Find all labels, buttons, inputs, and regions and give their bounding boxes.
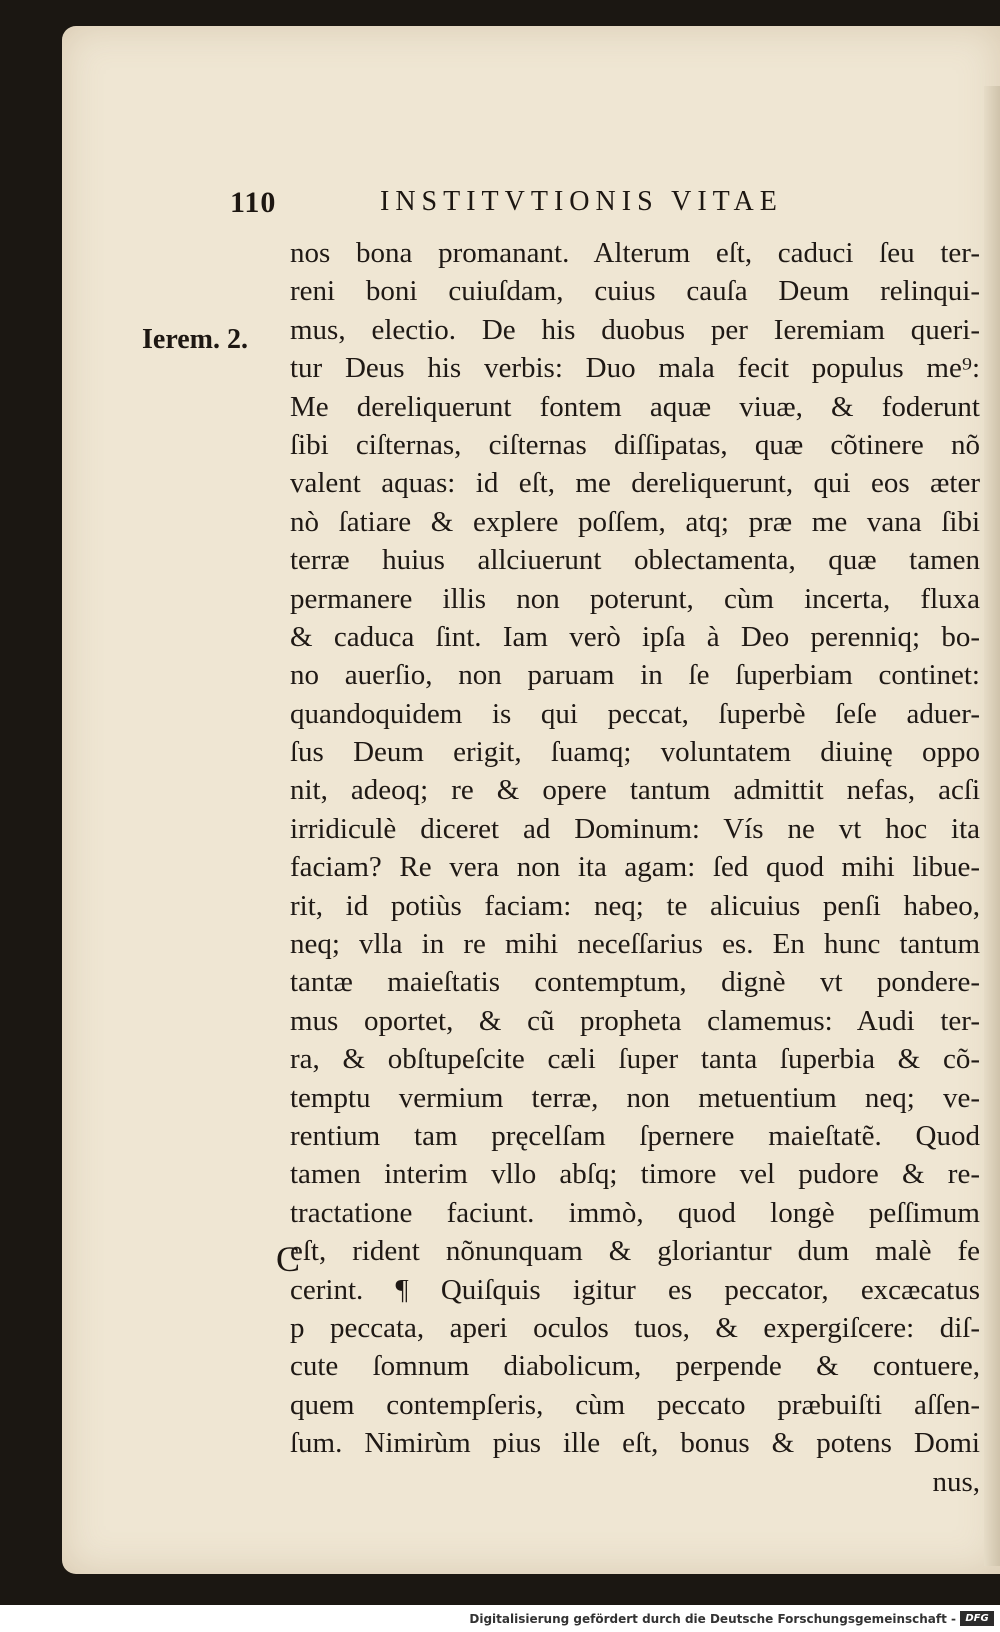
text-line: reni boni cuiuſdam, cuius cauſa Deum relinqui- — [290, 275, 980, 308]
running-head-title: INSTITVTIONIS VITAE — [380, 186, 783, 217]
text-line: ra, & obſtupeſcite cæli ſuper tanta ſuperbia & cõ- — [290, 1043, 980, 1076]
dfg-logo-icon: DFG — [960, 1611, 994, 1626]
text-line: tantæ maieſtatis contemptum, dignè vt pondere- — [290, 966, 980, 999]
text-line: temptu vermium terræ, non metuentium neq; ve- — [290, 1081, 980, 1114]
margin-note: Ierem. 2. — [142, 324, 248, 355]
running-head — [62, 186, 1000, 226]
text-line: p peccata, aperi oculos tuos, & expergiſcere: diſ- — [290, 1311, 980, 1344]
body-text — [290, 234, 980, 1501]
text-line: mus, electio. De his duobus per Ieremiam queri- — [290, 313, 980, 346]
text-line: tamen interim vllo abſq; timore vel pudore & re- — [290, 1158, 980, 1191]
page-edge — [984, 86, 1000, 1566]
text-line: nit, adeoq; re & opere tantum admittit nefas, acſi — [290, 774, 980, 807]
digitization-footer — [0, 1605, 1000, 1632]
margin-section-letter: C — [276, 1239, 301, 1279]
text-line: tur Deus his verbis: Duo mala fecit populus me⁹: — [290, 352, 980, 385]
text-line: mus oportet, & cũ propheta clamemus: Audi ter- — [290, 1004, 980, 1037]
text-line: ſibi ciſternas, ciſternas diſſipatas, quæ cõtinere nõ — [290, 428, 980, 461]
text-line: irridiculè diceret ad Dominum: Vís ne vt hoc ita — [290, 812, 980, 845]
text-line: & caduca ſint. Iam verò ipſa à Deo perenniq; bo- — [290, 620, 980, 653]
text-line: Me dereliquerunt fontem aquæ viuæ, & foderunt — [290, 390, 980, 423]
text-line: cute ſomnum diabolicum, perpende & contuere, — [290, 1350, 980, 1383]
text-line: faciam? Re vera non ita agam: ſed quod mihi libue- — [290, 851, 980, 884]
text-line: permanere illis non poterunt, cùm incerta, fluxa — [290, 582, 980, 615]
text-line: rentium tam pręcelſam ſpernere maieſtatẽ. Quod — [290, 1119, 980, 1152]
text-line: tractatione faciunt. immò, quod longè peſſimum — [290, 1196, 980, 1229]
text-line: ſus Deum erigit, ſuamq; voluntatem diuinę oppo — [290, 736, 980, 769]
page-number: 110 — [230, 186, 277, 219]
footer-credit: Digitalisierung gefördert durch die Deutsche Forschungsgemeinschaft - — [469, 1612, 956, 1626]
text-line: quandoquidem is qui peccat, ſuperbè ſeſe aduer- — [290, 697, 980, 730]
text-line: nos bona promanant. Alterum eſt, caduci ſeu ter- — [290, 237, 980, 269]
text-line: eſt, rident nõnunquam & gloriantur dum malè fe — [290, 1235, 980, 1268]
text-line: quem contempſeris, cùm peccato præbuiſti aſſen- — [290, 1388, 980, 1421]
text-line: rit, id potiùs faciam: neq; te alicuius penſi habeo, — [290, 889, 980, 922]
text-line: valent aquas: id eſt, me dereliquerunt, qui eos æter — [290, 467, 980, 500]
text-line: no auerſio, non paruam in ſe ſuperbiam continet: — [290, 659, 980, 692]
text-line: neq; vlla in re mihi neceſſarius es. En hunc tantum — [290, 928, 980, 961]
text-line: terræ huius allciuerunt oblectamenta, quæ tamen — [290, 544, 980, 577]
text-line: nò ſatiare & explere poſſem, atq; præ me vana ſibi — [290, 505, 980, 538]
text-line: ſum. Nimirùm pius ille eſt, bonus & potens Domi — [290, 1427, 980, 1460]
text-line: nus, — [932, 1465, 980, 1498]
text-line: cerint. ¶ Quiſquis igitur es peccator, excæcatus — [290, 1273, 980, 1306]
book-page — [62, 26, 1000, 1574]
